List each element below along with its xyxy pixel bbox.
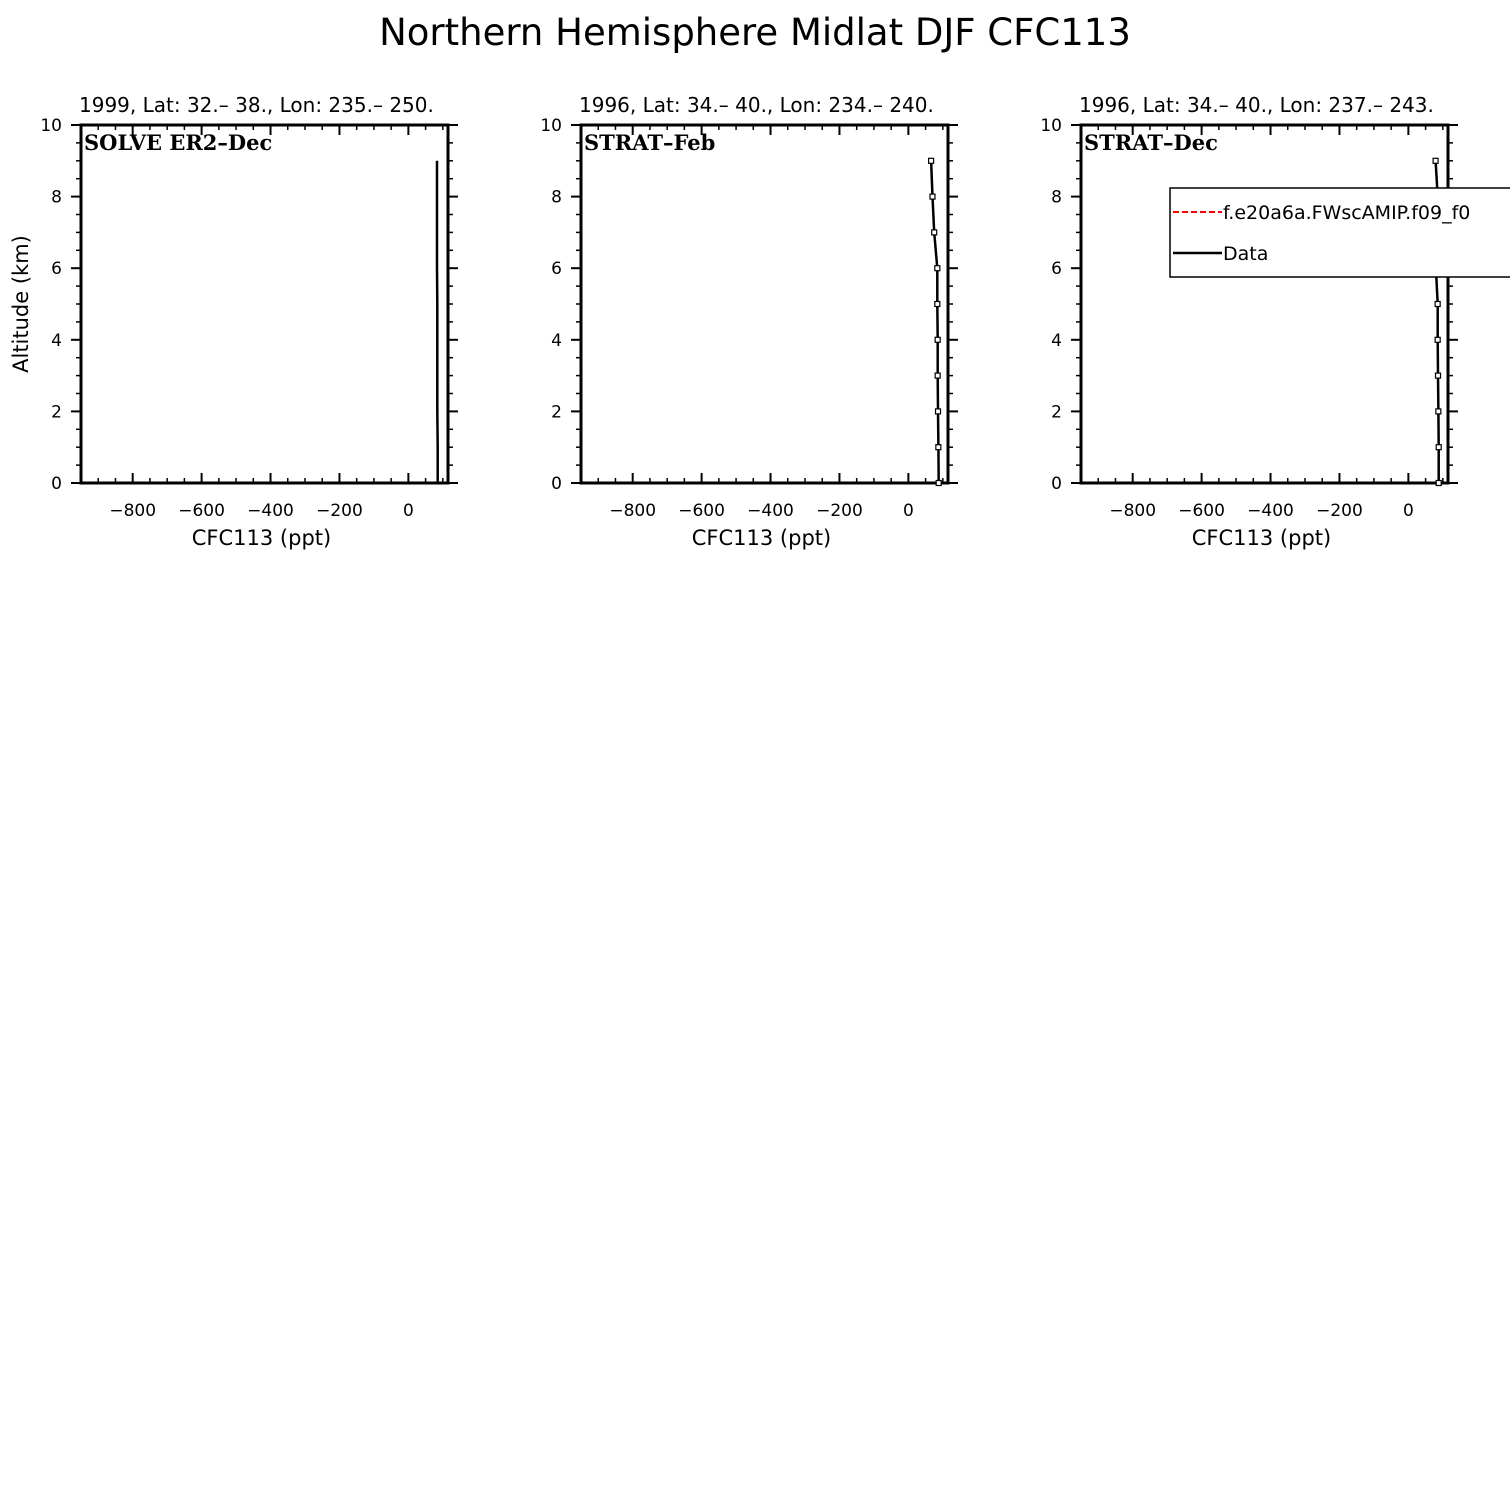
x-tick-label: −800	[609, 501, 657, 521]
data-point-marker	[936, 445, 941, 450]
legend	[1170, 188, 1510, 277]
data-series-line	[437, 161, 438, 483]
y-tick-label: 4	[51, 330, 62, 351]
figure-title: Northern Hemisphere Midlat DJF CFC113	[379, 11, 1131, 54]
data-point-marker	[930, 194, 935, 199]
x-tick-label: −400	[247, 501, 294, 521]
x-axis-label: CFC113 (ppt)	[691, 526, 832, 550]
chart-panel-3	[1040, 93, 1458, 550]
campaign-label: STRAT–Feb	[584, 130, 716, 155]
x-tick-label: 0	[402, 501, 414, 521]
x-axis-label: CFC113 (ppt)	[1191, 526, 1332, 550]
y-tick-label: 8	[551, 187, 562, 208]
x-tick-label: 0	[1402, 501, 1414, 521]
campaign-label: STRAT–Dec	[1084, 130, 1218, 155]
y-tick-label: 6	[51, 259, 62, 280]
chart-panel-1	[9, 93, 458, 550]
y-tick-label: 2	[551, 402, 562, 423]
data-point-marker	[1436, 409, 1441, 414]
data-point-marker	[935, 373, 940, 378]
y-tick-label: 2	[1051, 402, 1062, 423]
data-point-marker	[1436, 373, 1441, 378]
data-point-marker	[1435, 302, 1440, 307]
panel-subtitle: 1996, Lat: 34.– 40., Lon: 237.– 243.	[1079, 93, 1434, 117]
y-tick-label: 0	[51, 474, 62, 494]
data-point-marker	[932, 230, 937, 235]
data-point-marker	[935, 302, 940, 307]
data-point-marker	[1435, 337, 1440, 342]
data-point-marker	[936, 409, 941, 414]
panel-subtitle: 1996, Lat: 34.– 40., Lon: 234.– 240.	[579, 93, 934, 117]
chart-panel-2	[540, 93, 958, 550]
legend-label-data: Data	[1223, 243, 1269, 265]
x-tick-label: −200	[816, 501, 863, 521]
x-tick-label: −200	[316, 501, 363, 521]
x-tick-label: 0	[902, 501, 914, 521]
y-tick-label: 8	[51, 187, 62, 208]
data-series-line	[931, 161, 939, 483]
x-tick-label: −200	[1316, 501, 1363, 521]
x-tick-label: −600	[178, 501, 225, 521]
data-point-marker	[1436, 445, 1441, 450]
y-tick-label: 10	[40, 116, 62, 136]
y-tick-label: 10	[1040, 116, 1062, 136]
legend-label-model: f.e20a6a.FWscAMIP.f09_f0	[1223, 202, 1471, 224]
plot-frame	[1081, 125, 1448, 483]
x-tick-label: −400	[747, 501, 794, 521]
data-point-marker	[935, 337, 940, 342]
y-tick-label: 0	[1051, 474, 1062, 494]
data-point-marker	[929, 158, 934, 163]
x-tick-label: −400	[1247, 501, 1294, 521]
plot-frame	[581, 125, 948, 483]
data-point-marker	[1433, 158, 1438, 163]
x-tick-label: −800	[109, 501, 157, 521]
x-tick-label: −600	[678, 501, 725, 521]
y-axis-label: Altitude (km)	[9, 235, 33, 373]
data-point-marker	[935, 266, 940, 271]
y-tick-label: 8	[1051, 187, 1062, 208]
y-tick-label: 4	[1051, 330, 1062, 351]
x-axis-label: CFC113 (ppt)	[191, 526, 332, 550]
plot-frame	[81, 125, 448, 483]
x-tick-label: −600	[1178, 501, 1225, 521]
y-tick-label: 2	[51, 402, 62, 423]
y-tick-label: 6	[1051, 259, 1062, 280]
panel-subtitle: 1999, Lat: 32.– 38., Lon: 235.– 250.	[79, 93, 434, 117]
x-tick-label: −800	[1109, 501, 1157, 521]
y-tick-label: 10	[540, 116, 562, 136]
campaign-label: SOLVE ER2–Dec	[84, 130, 273, 155]
y-tick-label: 4	[551, 330, 562, 351]
y-tick-label: 0	[551, 474, 562, 494]
y-tick-label: 6	[551, 259, 562, 280]
data-point-marker	[1436, 481, 1441, 486]
data-point-marker	[936, 481, 941, 486]
